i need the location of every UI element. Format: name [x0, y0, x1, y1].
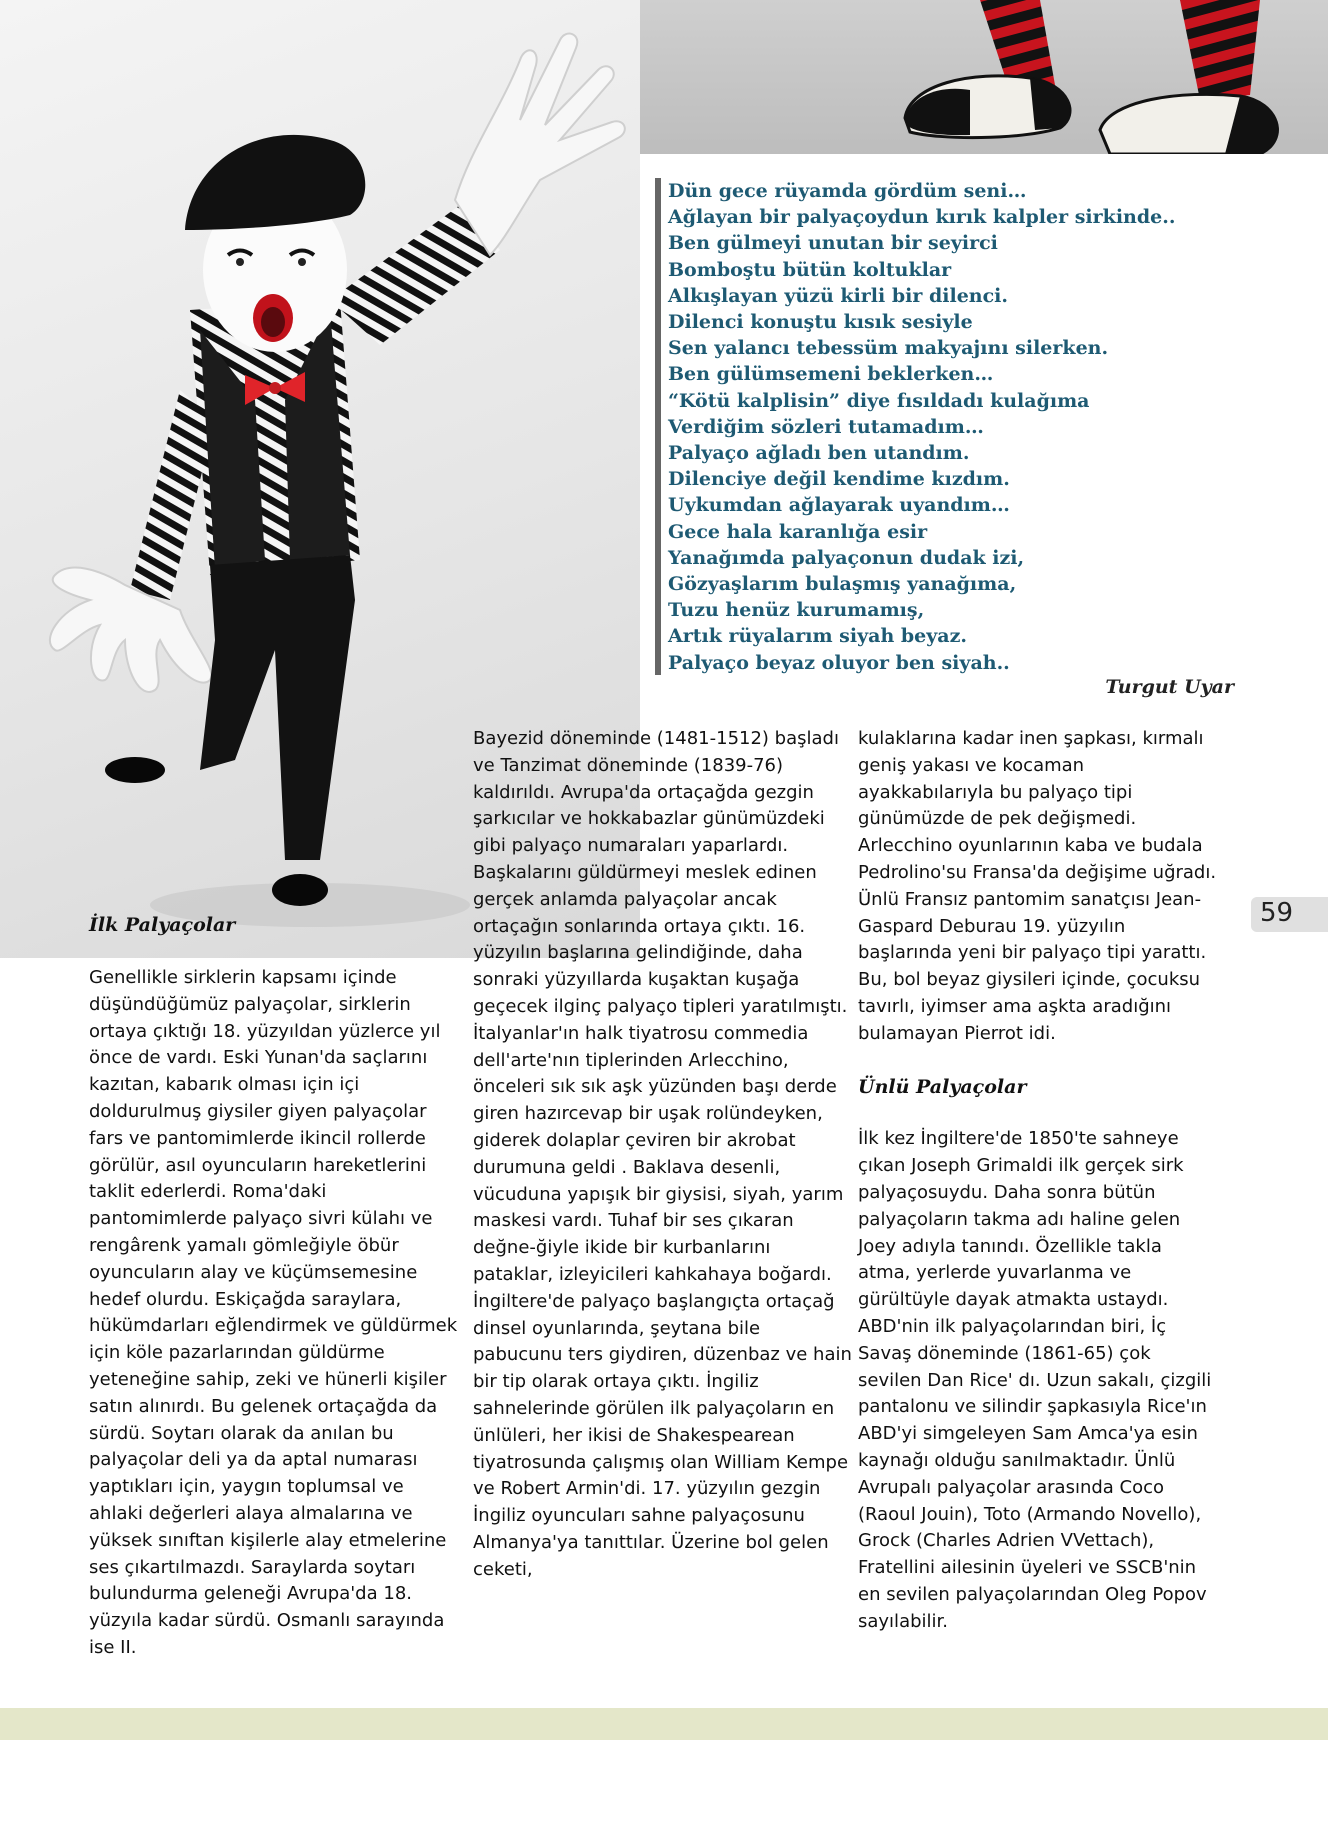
poem-line: “Kötü kalplisin” diye fısıldadı kulağıma	[668, 389, 1090, 412]
poem-line: Palyaço beyaz oluyor ben siyah..	[668, 651, 1010, 674]
poem-line: Tuzu henüz kurumamış,	[668, 599, 925, 622]
poem-line: Ben gülümsemeni beklerken…	[668, 363, 994, 386]
page-number: 59	[1260, 898, 1294, 928]
poem-line: Verdiğim sözleri tutamadım…	[668, 415, 984, 438]
poem-author: Turgut Uyar	[1105, 676, 1234, 698]
article-column-2	[473, 726, 853, 1584]
poem-line: Palyaço ağladı ben utandım.	[668, 442, 970, 465]
poem-line: Gözyaşlarım bulaşmış yanağıma,	[668, 573, 1017, 596]
poem-line: Uykumdan ağlayarak uyandım…	[668, 494, 1010, 517]
paragraph: kulaklarına kadar inen şapkası, kırmalı geniş yakası ve kocaman ayakkabılarıyla bu palyaço tipi günümüzde de pek değişmedi. Arlecchino oyunlarının kaba ve budala Pedrolino'su Fransa'da değişime uğradı. Ünlü Fransız pantomim sanatçısı Jean-Gaspard Deburau 19. yüzyılın başlarında yeni bir palyaço tipi yarattı. Bu, bol beyaz giysileri içinde, çocuksu tavırlı, iyimser ama aşkta aradığını bulamayan Pierrot idi.	[858, 728, 1217, 1044]
clown-legs-photo	[640, 0, 1328, 154]
poem-line: Yanağımda palyaçonun dudak izi,	[668, 546, 1025, 569]
poem-vertical-rule	[655, 178, 661, 675]
poem-line: Gece hala karanlığa esir	[668, 520, 928, 543]
section-heading-first-clowns: İlk Palyaçolar	[89, 914, 236, 936]
paragraph: İlk kez İngiltere'de 1850'te sahneye çıkan Joseph Grimaldi ilk gerçek sirk palyaçosuydu. Daha sonra bütün palyaçoların takma adı haline gelen Joey adıyla tanındı. Özellikle takla atma, yerlerde yuvarlanma ve gürültüyle dayak atmakta ustaydı. ABD'nin ilk palyaçolarından biri, İç Savaş döneminde (1861-65) çok sevilen Dan Rice' dı. Uzun sakalı, çizgili pantalonu ve silindir şapkasıyla Rice'ın ABD'yi simgeleyen Sam Amca'ya esin kaynağı olduğu sanılmaktadır. Ünlü Avrupalı palyaçolar arasında Coco (Raoul Jouin), Toto (Armando Novello), Grock (Charles Adrien VVettach), Fratellini ailesinin üyeleri ve SSCB'nin en sevilen palyaçolarından Oleg Popov sayılabilir.	[858, 1128, 1212, 1632]
poem-line: Artık rüyalarım siyah beyaz.	[668, 625, 967, 648]
poem-line: Dilenci konuştu kısık sesiyle	[668, 311, 973, 334]
article-column-3	[858, 726, 1218, 1636]
poem-line: Dilenciye değil kendime kızdım.	[668, 468, 1010, 491]
poem-line: Sen yalancı tebessüm makyajını silerken.	[668, 337, 1109, 360]
paragraph: Bayezid döneminde (1481-1512) başladı ve Tanzimat döneminde (1839-76) kaldırıldı. Avrupa'da ortaçağda gezgin şarkıcılar ve hokkabazlar günümüzdeki gibi palyaço numaraları yaparlardı. Başkalarını güldürmeyi meslek edinen gerçek anlamda palyaçolar ancak ortaçağın sonlarında ortaya çıktı. 16. yüzyılın başlarına gelindiğinde, daha sonraki yüzyıllarda kuşaktan kuşağa geçecek ilginç palyaço tipleri yaratılmıştı. İtalyanlar'ın halk tiyatrosu commedia dell'arte'nın tiplerinden Arlecchino, önceleri sık sık aşk yüzünden başı derde giren hazırcevap bir uşak rolündeyken, giderek dolaplar çeviren bir akrobat durumuna geldi . Baklava desenli, vücuduna yapışık bir giysisi, siyah, yarım maskesi vardı. Tuhaf bir ses çıkaran değne-ğiyle ikide bir kurbanlarını pataklar, izleyicileri kahkahaya boğardı. İngiltere'de palyaço başlangıçta ortaçağ dinsel oyunlarında, şeytana bile pabucunu ters giydiren, düzenbaz ve hain bir tip olarak ortaya çıktı. İngiliz sahnelerinde görülen ilk palyaçoların en ünlüleri, her ikisi de Shakespearean tiyatrosunda çalışmış olan William Kempe ve Robert Armin'di. 17. yüzyılın gezgin İngiliz oyuncuları sahne palyaçosunu Almanya'ya tanıttılar. Üzerine bol gelen ceketi,	[473, 728, 852, 1580]
article-column-1	[89, 965, 459, 1662]
footer-band	[0, 1708, 1328, 1740]
poem	[668, 178, 1188, 676]
poem-line: Bomboştu bütün koltuklar	[668, 258, 952, 281]
poem-line: Ben gülmeyi unutan bir seyirci	[668, 232, 998, 255]
poem-line: Ağlayan bir palyaçoydun kırık kalpler sirkinde..	[668, 206, 1176, 229]
poem-line: Alkışlayan yüzü kirli bir dilenci.	[668, 284, 1009, 307]
poem-line: Dün gece rüyamda gördüm seni…	[668, 180, 1027, 202]
paragraph: Genellikle sirklerin kapsamı içinde düşündüğümüz palyaçolar, sirklerin ortaya çıktığı 18. yüzyıldan yüzlerce yıl önce de vardı. Eski Yunan'da saçlarını kazıtan, kabarık olması için içi doldurulmuş giysiler giyen palyaçolar fars ve pantomimlerde ikincil rollerde görülür, asıl oyuncuların hareketlerini taklit ederlerdi. Roma'daki pantomimlerde palyaço sivri külahı ve rengârenk yamalı gömleğiyle öbür oyuncuların alay ve küçümsemesine hedef olurdu. Eskiçağda saraylara, hükümdarları eğlendirmek ve güldürmek için köle pazarlarından güldürme yeteneğine sahip, zeki ve hünerli kişiler satın alınırdı. Bu gelenek ortaçağda da sürdü. Soytarı olarak da anılan bu palyaçolar deli ya da aptal numarası yaptıkları için, yaygın toplumsal ve ahlaki değerleri alaya almalarına ve yüksek sınıftan kişilerle alay etmelerine ses çıkartılmazdı. Saraylarda soytarı bulundurma geleneği Avrupa'da 18. yüzyıla kadar sürdü. Osmanlı sarayında ise II.	[89, 967, 458, 1658]
clown-shoes-figure	[640, 0, 1328, 154]
section-heading-famous-clowns: Ünlü Palyaçolar	[858, 1075, 1027, 1098]
